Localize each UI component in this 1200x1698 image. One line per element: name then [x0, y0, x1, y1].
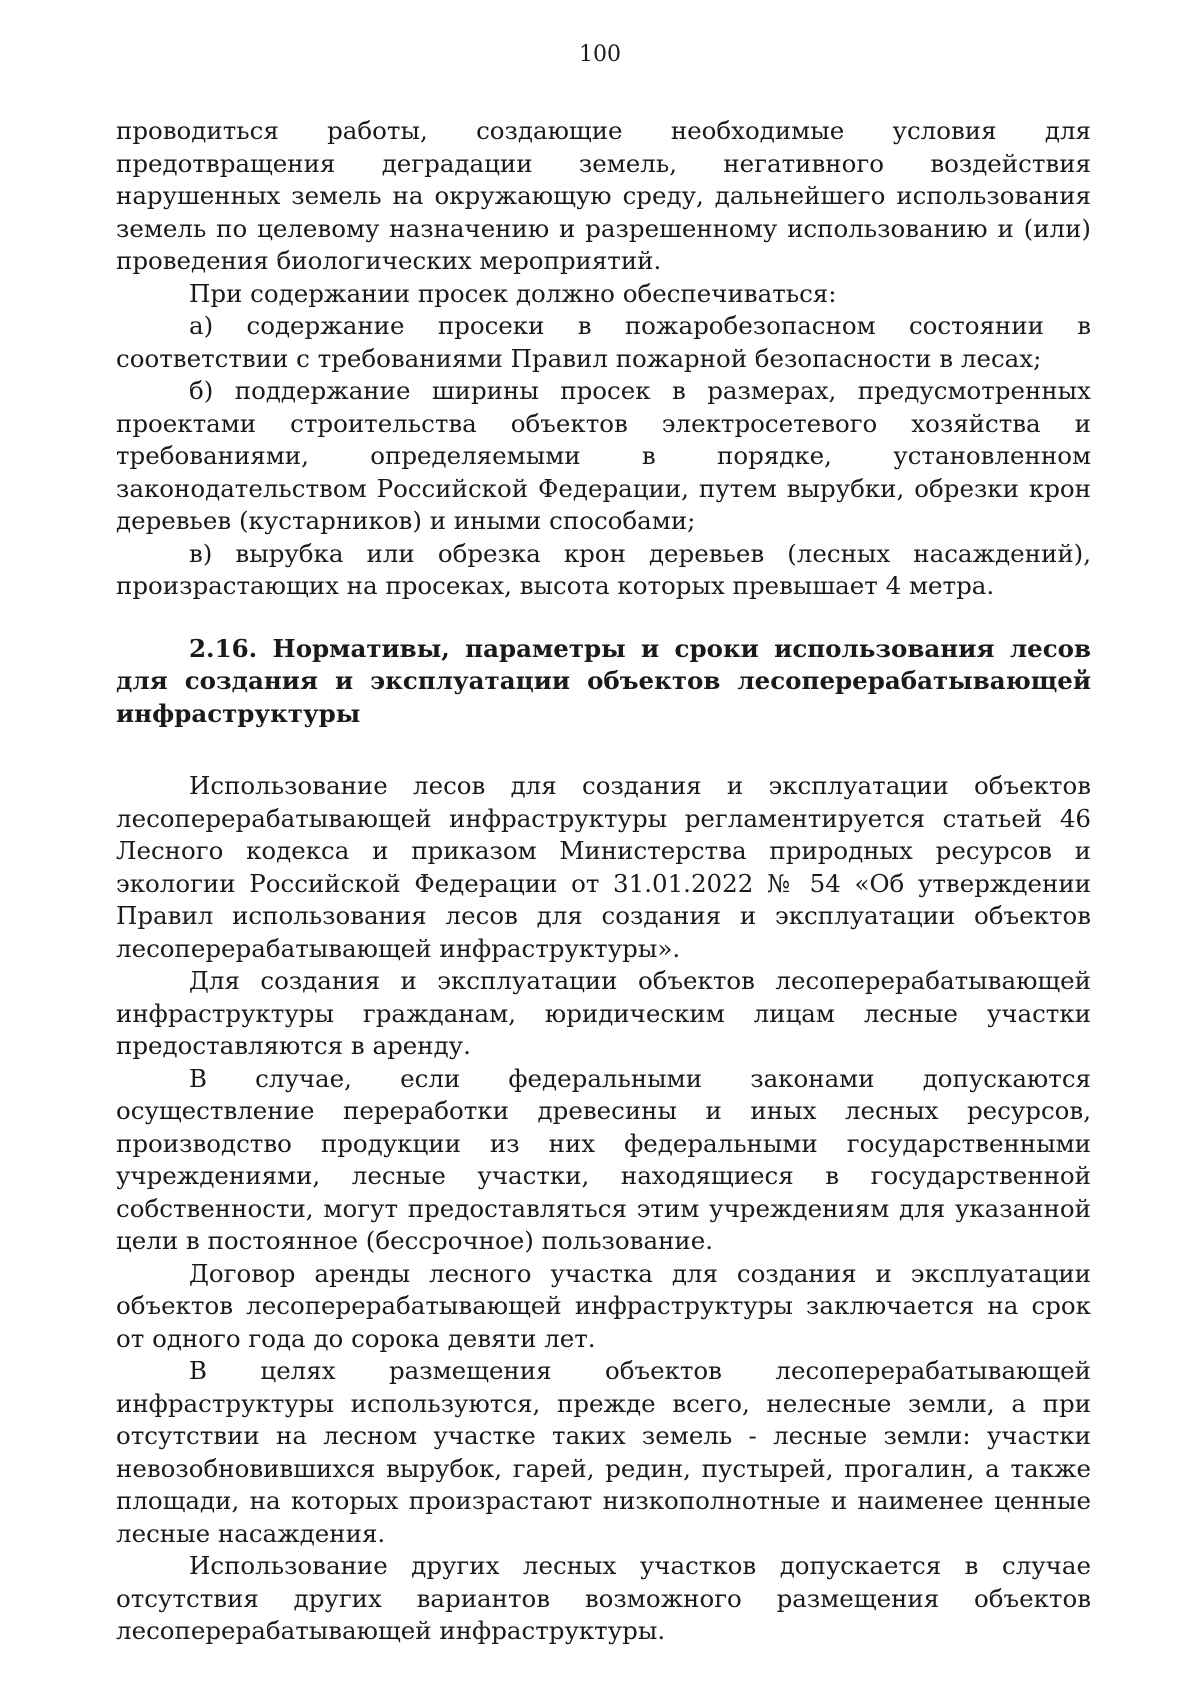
section-heading: 2.16. Нормативы, параметры и сроки использования лесов для создания и эксплуатации объектов лесоперерабатывающей инфраструктуры — [116, 633, 1091, 728]
clearings-intro: При содержании просек должно обеспечиваться: — [189, 278, 837, 308]
page-number: 100 — [579, 42, 621, 67]
continuation-paragraph: проводиться работы, создающие необходимые условия для предотвращения деградации земель, негативного воздействия нарушенных земель на окружающую среду, дальнейшего использования земель по целевому назначению и разрешенному использованию и (или) проведения биологических мероприятий. — [116, 116, 1091, 275]
section-paragraph: Для создания и эксплуатации объектов лесоперерабатывающей инфраструктуры гражданам, юридическим лицам лесные участки предоставляются в аренду. — [116, 966, 1091, 1060]
section-paragraph: В случае, если федеральными законами допускаются осуществление переработки древесины и иных лесных ресурсов, производство продукции из них федеральными государственными учреждениями, лесные участки, находящиеся в государственной собственности, могут предоставляться этим учреждениям для указанной цели в постоянное (бессрочное) пользование. — [116, 1063, 1091, 1255]
document-body — [116, 115, 1091, 1648]
list-item: в) вырубка или обрезка крон деревьев (лесных насаждений), произрастающих на просеках, высота которых превышает 4 метра. — [116, 538, 1091, 600]
section-paragraph: Договор аренды лесного участка для создания и эксплуатации объектов лесоперерабатывающей инфраструктуры заключается на срок от одного года до сорока девяти лет. — [116, 1258, 1091, 1353]
section-paragraph: В целях размещения объектов лесоперерабатывающей инфраструктуры используются, прежде всего, нелесные земли, а при отсутствии на лесном участке таких земель - лесные земли: участки невозобновившихся вырубок, гарей, редин, пустырей, прогалин, а также площади, на которых произрастают низкополнотные и наименее ценные лесные насаждения. — [116, 1356, 1091, 1548]
list-item: а) содержание просеки в пожаробезопасном состоянии в соответствии с требованиями Правил пожарной безопасности в лесах; — [116, 311, 1091, 373]
list-item: б) поддержание ширины просек в размерах, предусмотренных проектами строительства объектов электросетевого хозяйства и требованиями, определяемыми в порядке, установленном законодательством Российской Федерации, путем вырубки, обрезки крон деревьев (кустарников) и иными способами; — [116, 376, 1091, 535]
section-paragraph: Использование других лесных участков допускается в случае отсутствия других вариантов возможного размещения объектов лесоперерабатывающей инфраструктуры. — [116, 1551, 1091, 1645]
section-paragraph: Использование лесов для создания и эксплуатации объектов лесоперерабатывающей инфраструктуры регламентируется статьей 46 Лесного кодекса и приказом Министерства природных ресурсов и экологии Российской Федерации от 31.01.2022 № 54 «Об утверждении Правил использования лесов для создания и эксплуатации объектов лесоперерабатывающей инфраструктуры». — [116, 771, 1091, 963]
